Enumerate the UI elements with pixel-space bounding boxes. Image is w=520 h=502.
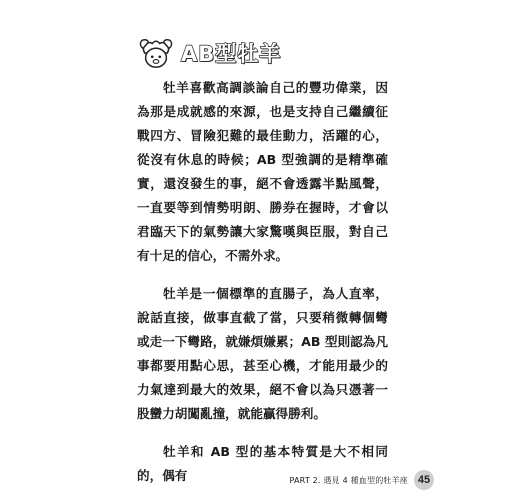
ram-mascot-icon bbox=[137, 36, 175, 70]
page-footer bbox=[289, 470, 434, 490]
chapter-title: AB型牡羊 bbox=[181, 42, 282, 66]
chapter-header bbox=[137, 36, 281, 70]
paragraph: 牡羊是一個標準的直腸子，為人直率，說話直接，做事直截了當，只要稍微轉個彎或走一下彎路，就嫌煩嫌累；AB 型則認為凡事都要用點心思，甚至心機，才能用最少的力氣達到最大的效果，絕不會以為只憑著一股蠻力胡闖亂撞，就能贏得勝利。 bbox=[137, 286, 388, 421]
paragraph: 牡羊喜歡高調談論自己的豐功偉業，因為那是成就感的來源，也是支持自己繼續征戰四方、冒險犯難的最佳動力，活躍的心，從沒有休息的時候；AB 型強調的是精準確實，還沒發生的事，絕不會透露半點風聲，一直要等到情勢明朗、勝券在握時，才會以君臨天下的氣勢讓大家驚嘆與臣服，對自己有十足的信心，不需外求。 bbox=[137, 80, 388, 263]
body-text bbox=[137, 76, 388, 502]
footer-section-label: PART 2. 遇見 4 種血型的牡羊座 bbox=[289, 475, 408, 485]
paragraph: 牡羊和 AB 型的基本特質是大不相同的，偶有 bbox=[137, 444, 388, 483]
page-number: 45 bbox=[414, 470, 434, 490]
